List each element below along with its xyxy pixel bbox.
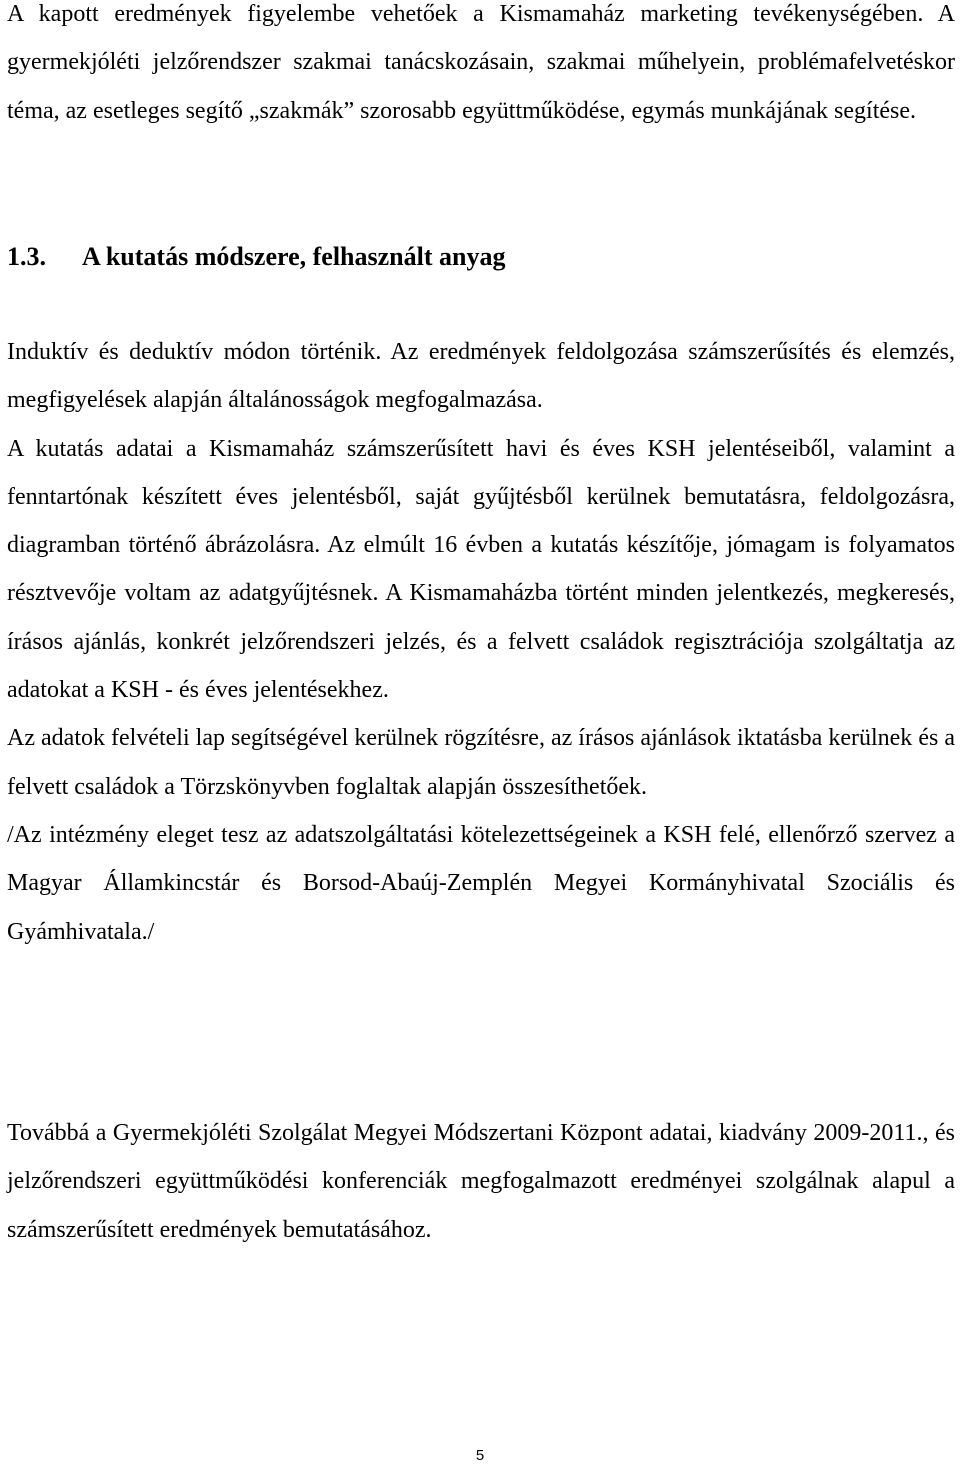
intro-paragraph: A kapott eredmények figyelembe vehetőek a Kismamaház marketing tevékenységében. A gyermekjóléti jelzőrendszer szakmai tanácskozásain, szakmai műhelyein, problémafelvetéskor téma, az esetleges segítő „szakmák” szorosabb együttműködése, egymás munkájának segítése. — [7, 1, 955, 124]
body-paragraph-5: Továbbá a Gyermekjóléti Szolgálat Megyei Módszertani Központ adatai, kiadvány 2009-2011., és jelzőrendszeri együttműködési konferenciák megfogalmazott eredményei szolgálnak alapul a számszerűsített eredmények bemutatásához. — [7, 1120, 955, 1243]
page-number: 5 — [475, 1447, 485, 1464]
intro-block — [7, 0, 955, 135]
section-title: A kutatás módszere, felhasznált anyag — [82, 242, 506, 271]
method-block — [7, 328, 955, 956]
body-paragraph-4: /Az intézmény eleget tesz az adatszolgáltatási kötelezettségeinek a KSH felé, ellenőrző szervez a Magyar Államkincstár és Borsod-Abaúj-Zemplén Megyei Kormányhivatal Szociális és Gyámhivatala./ — [7, 821, 955, 945]
section-heading — [7, 233, 505, 281]
body-paragraph-1: Induktív és deduktív módon történik. Az eredmények feldolgozása számszerűsítés és elemzés, megfigyelések alapján általánosságok megfogalmazása. — [7, 339, 955, 414]
further-block — [7, 1109, 955, 1254]
section-number: 1.3. — [7, 242, 46, 271]
body-paragraph-2: A kutatás adatai a Kismamaház számszerűsített havi és éves KSH jelentéseiből, valamint a fenntartónak készített éves jelentésből, saját gyűjtésből kerülnek bemutatásra, feldolgozásra, diagramban történő ábrázolásra. Az elmúlt 16 évben a kutatás készítője, jómagam is folyamatos résztvevője voltam az adatgyűjtésnek. A Kismamaházba történt minden jelentkezés, megkeresés, írásos ajánlás, konkrét jelzőrendszeri jelzés, és a felvett családok regisztrációja szolgáltatja az adatokat a KSH - és éves jelentésekhez. — [7, 435, 955, 704]
body-paragraph-3: Az adatok felvételi lap segítségével kerülnek rögzítésre, az írásos ajánlások iktatásba kerülnek és a felvett családok a Törzskönyvben foglaltak alapján összesíthetőek. — [7, 725, 955, 800]
